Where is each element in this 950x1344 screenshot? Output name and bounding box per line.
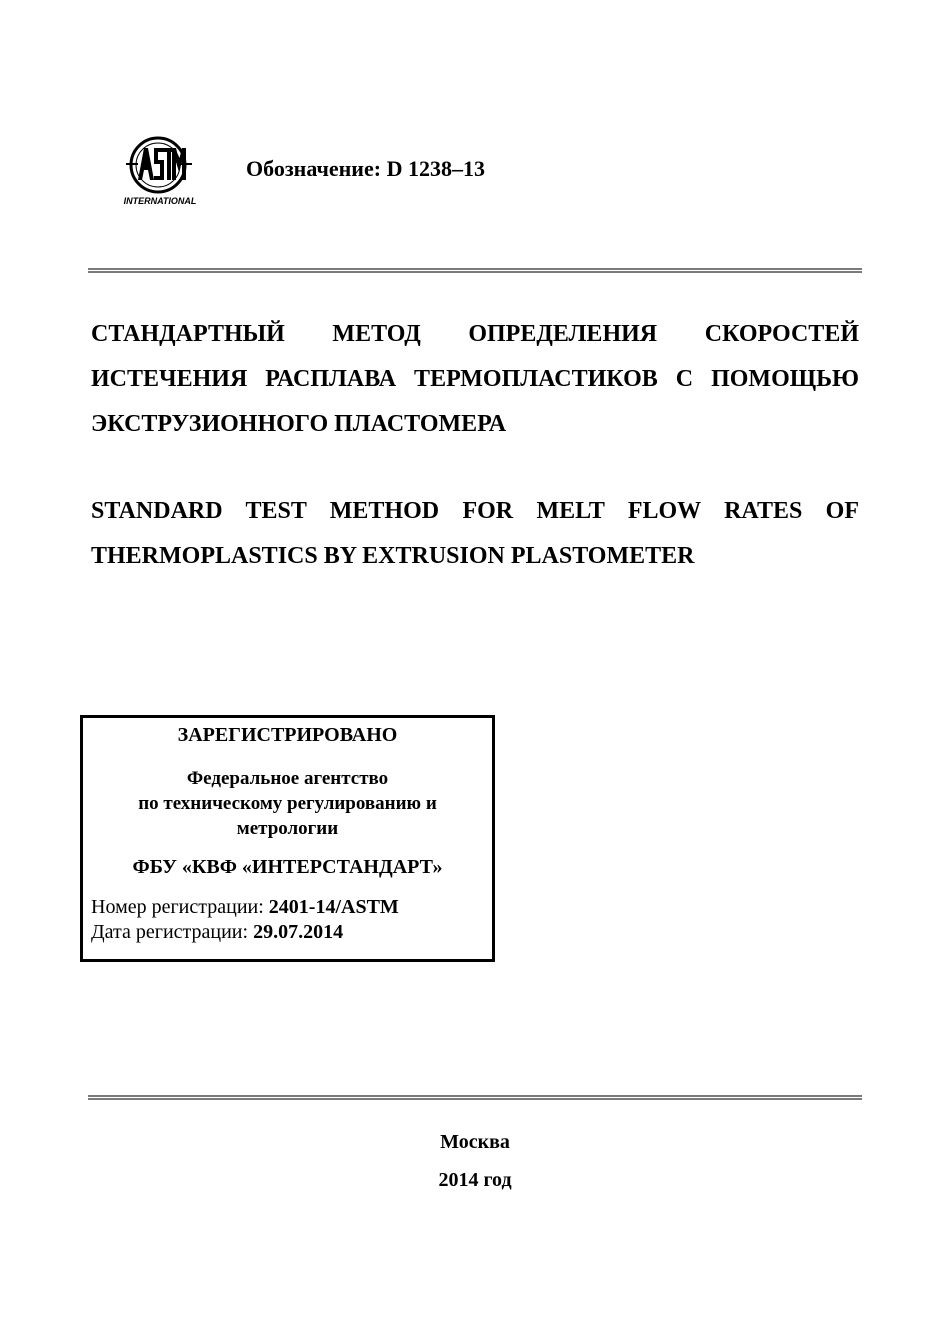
registration-number xyxy=(91,896,399,919)
title-english: STANDARD TEST METHOD FOR MELT FLOW RATES OF THERMOPLASTICS BY EXTRUSION PLASTOMETER xyxy=(91,498,859,569)
registration-number-label: Номер регистрации: xyxy=(91,896,264,918)
top-divider xyxy=(88,268,862,273)
registration-number-value: 2401-14/ASTM xyxy=(268,896,399,918)
registration-date-label: Дата регистрации: xyxy=(91,921,249,943)
registration-date-value: 29.07.2014 xyxy=(253,921,344,943)
publication-year: 2014 год xyxy=(438,1169,512,1191)
publication-city: Москва xyxy=(440,1131,510,1153)
astm-logo-icon xyxy=(118,132,202,208)
agency-line: метрологии xyxy=(236,818,339,839)
logo-caption: INTERNATIONAL xyxy=(123,196,197,206)
registration-agency xyxy=(83,766,492,841)
bottom-divider xyxy=(88,1095,862,1100)
registration-stamp xyxy=(80,715,495,962)
document-designation: Обозначение: D 1238–13 xyxy=(246,156,485,181)
registration-organization: ФБУ «КВФ «ИНТЕРСТАНДАРТ» xyxy=(132,856,443,878)
registration-heading: ЗАРЕГИСТРИРОВАНО xyxy=(177,724,398,746)
registration-date xyxy=(91,921,343,944)
agency-line: Федеральное агентство xyxy=(186,768,389,789)
agency-line: по техническому регулированию и xyxy=(138,793,437,814)
title-russian: СТАНДАРТНЫЙ МЕТОД ОПРЕДЕЛЕНИЯ СКОРОСТЕЙ ИСТЕЧЕНИЯ РАСПЛАВА ТЕРМОПЛАСТИКОВ С ПОМОЩЬЮ ЭКСТРУЗИОННОГО ПЛАСТОМЕРА xyxy=(91,321,859,437)
